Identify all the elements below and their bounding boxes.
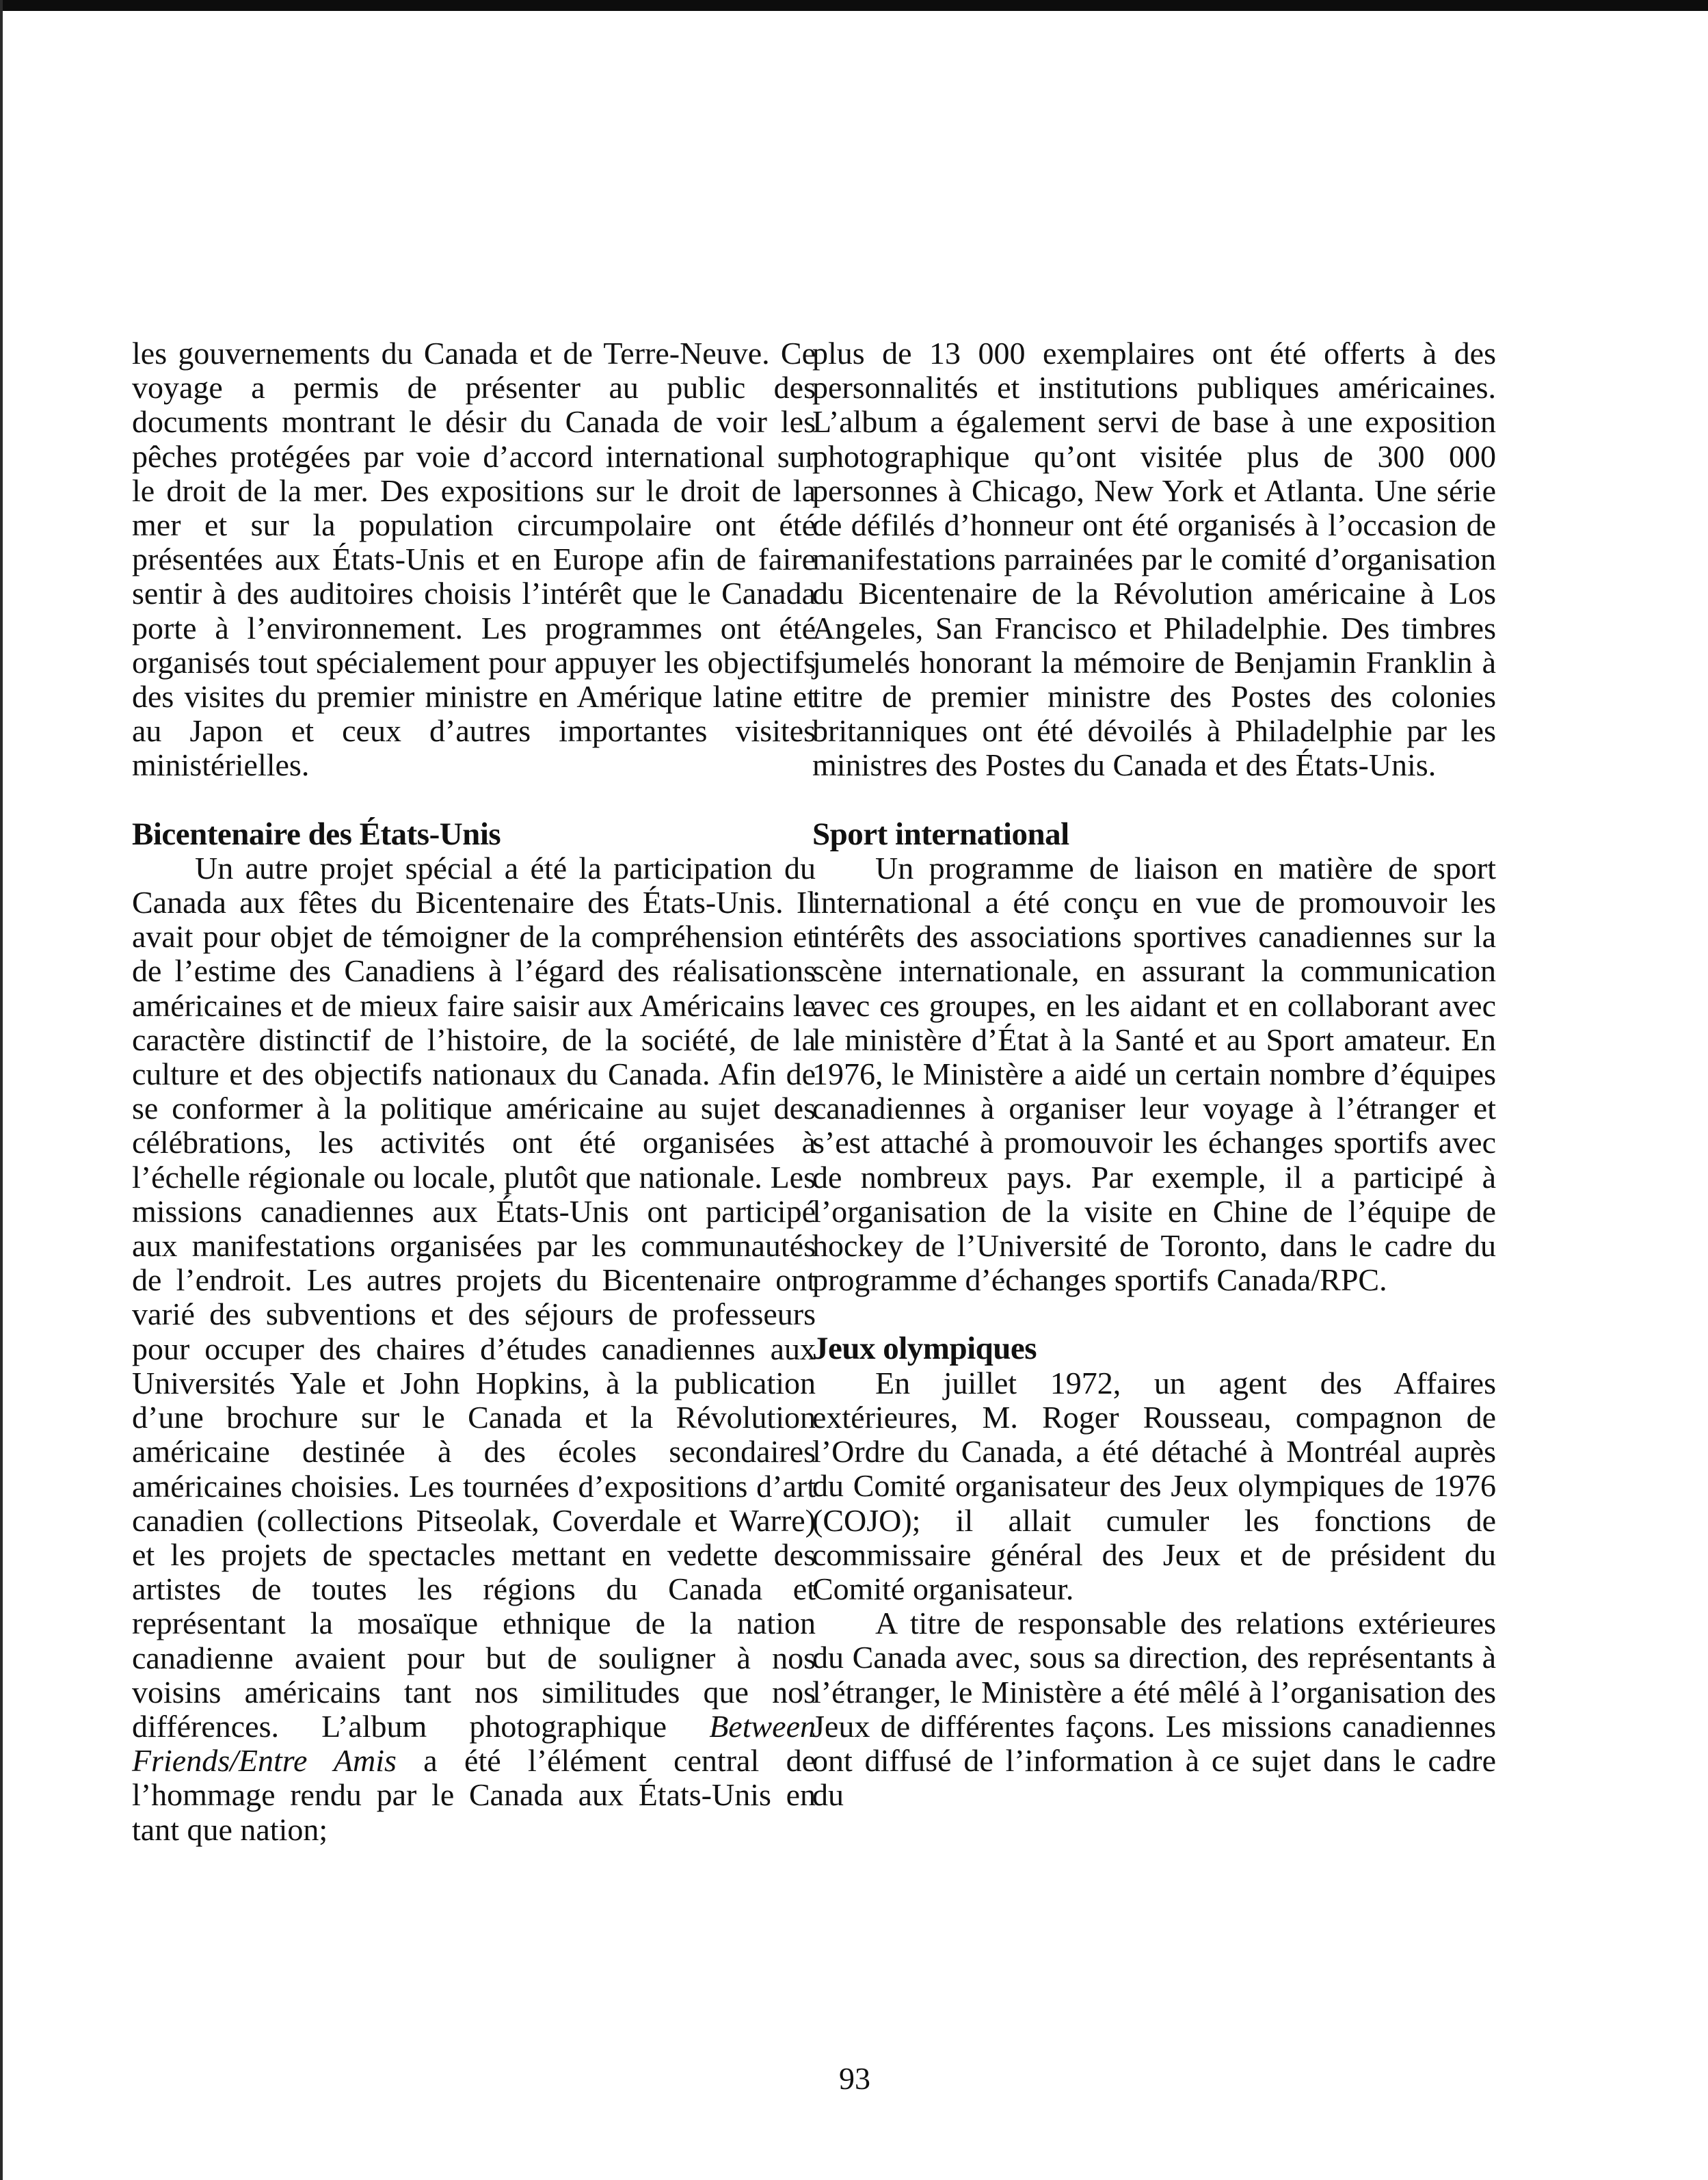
- bicentennial-text-after-title: a été l’élément central de l’hommage rendu par le Canada aux États-Unis en tant que nation;: [132, 1743, 816, 1847]
- scan-left-edge: [0, 0, 3, 2180]
- olympics-paragraph-2: A titre de responsable des relations extérieures du Canada avec, sous sa direction, des représentants à l’étranger, le Ministère a été mêlé à l’organisation des Jeux de différentes façons. Les missions canadiennes ont diffusé de l’information à ce sujet dans le cadre du: [812, 1606, 1496, 1813]
- sport-paragraph: Un programme de liaison en matière de sport international a été conçu en vue de promouvoir les intérêts des associations sportives canadiennes sur la scène internationale, en assurant la communication avec ces groupes, en les aidant et en collaborant avec le ministère d’État à la Santé et au Sport amateur. En 1976, le Ministère a aidé un certain nombre d’équipes canadiennes à organiser leur voyage à l’étranger et s’est attaché à promouvoir les échanges sportifs avec de nombreux pays. Par exemple, il a participé à l’organisation de la visite en Chine de l’équipe de hockey de l’Université de Toronto, dans le cadre du programme d’échanges sportifs Canada/RPC.: [812, 850, 1496, 1298]
- bicentennial-paragraph: [132, 851, 816, 1847]
- olympics-paragraph-1: En juillet 1972, un agent des Affaires extérieures, M. Roger Rousseau, compagnon de l’Ordre du Canada, a été détaché à Montréal auprès du Comité organisateur des Jeux olympiques de 1976 (COJO); il allait cumuler les fonctions de commissaire général des Jeux et de président du Comité organisateur.: [812, 1365, 1496, 1606]
- section-heading-olympics: Jeux olympiques: [812, 1331, 1037, 1367]
- album-title: Between Friends/Entre Amis: [132, 1708, 816, 1779]
- scan-top-border: [0, 0, 1708, 11]
- left-column: [132, 336, 816, 1847]
- right-column: [812, 336, 1496, 1812]
- section-heading-sport: Sport international: [812, 816, 1069, 852]
- continuation-paragraph: les gouvernements du Canada et de Terre-Neuve. Ce voyage a permis de présenter au public des documents montrant le désir du Canada de voir les pêches protégées par voie d’accord international sur le droit de la mer. Des expositions sur le droit de la mer et sur la population circumpolaire ont été présentées aux États-Unis et en Europe afin de faire sentir à des auditoires choisis l’intérêt que le Canada porte à l’environnement. Les programmes ont été organisés tout spécialement pour appuyer les objectifs des visites du premier ministre en Amérique latine et au Japon et ceux d’autres importantes visites ministérielles.: [132, 336, 816, 783]
- continuation-paragraph: plus de 13 000 exemplaires ont été offerts à des personnalités et institutions publiques américaines. L’album a également servi de base à une exposition photographique qu’ont visitée plus de 300 000 personnes à Chicago, New York et Atlanta. Une série de défilés d’honneur ont été organisés à l’occasion de manifestations parrainées par le comité d’organisation du Bicentenaire de la Révolution américaine à Los Angeles, San Francisco et Philadelphie. Des timbres jumelés honorant la mémoire de Benjamin Franklin à titre de premier ministre des Postes des colonies britanniques ont été dévoilés à Philadelphie par les ministres des Postes du Canada et des États-Unis.: [812, 336, 1496, 783]
- section-heading-bicentenaire: Bicentenaire des États-Unis: [132, 816, 501, 852]
- bicentennial-text-before-title: Un autre projet spécial a été la participation du Canada aux fêtes du Bicentenaire des États-Unis. Il avait pour objet de témoigner de la compréhension et de l’estime des Canadiens à l’égard des réalisations américaines et de mieux faire saisir aux Américains le caractère distinctif de l’histoire, de la société, de la culture et des objectifs nationaux du Canada. Afin de se conformer à la politique américaine au sujet des célébrations, les activités ont été organisées à l’échelle régionale ou locale, plutôt que nationale. Les missions canadiennes aux États-Unis ont participé aux manifestations organisées par les communautés de l’endroit. Les autres projets du Bicentenaire ont varié des subventions et des séjours de professeurs pour occuper des chaires d’études canadiennes aux Universités Yale et John Hopkins, à la publication d’une brochure sur le Canada et la Révolution américaine destinée à des écoles secondaires américaines choisies. Les tournées d’expositions d’art canadien (collections Pitseolak, Coverdale et Warre) et les projets de spectacles mettant en vedette des artistes de toutes les régions du Canada et représentant la mosaïque ethnique de la nation canadienne avaient pour but de souligner à nos voisins américains tant nos similitudes que nos différences. L’album photographique: [132, 850, 816, 1744]
- page-number: 93: [839, 2061, 870, 2096]
